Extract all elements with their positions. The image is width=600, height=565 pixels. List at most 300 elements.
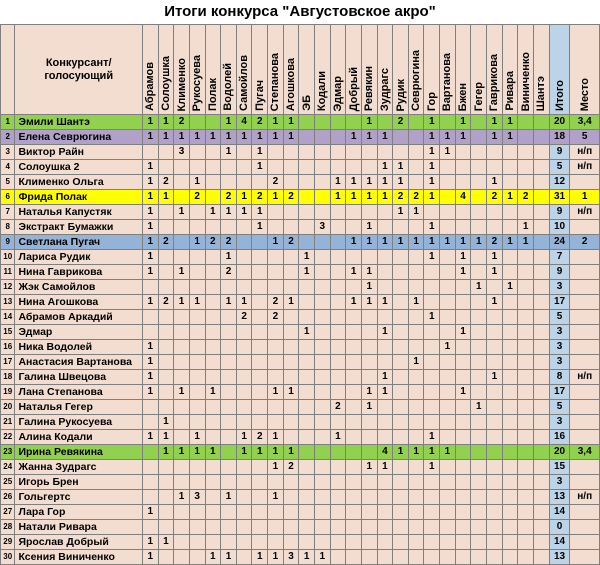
vote-cell (283, 400, 299, 415)
header-voter (455, 25, 471, 115)
vote-cell: 1 (440, 145, 456, 160)
vote-cell (487, 325, 503, 340)
vote-cell (424, 415, 440, 430)
vote-cell (205, 160, 221, 175)
header-voter-label: Эдмар (331, 75, 344, 111)
vote-cell (471, 175, 487, 190)
vote-cell: 1 (471, 280, 487, 295)
vote-cell (236, 535, 252, 550)
vote-cell (158, 490, 174, 505)
vote-cell (205, 265, 221, 280)
vote-cell: 1 (252, 205, 268, 220)
vote-cell (236, 370, 252, 385)
vote-cell: 1 (142, 220, 158, 235)
vote-cell: 1 (142, 115, 158, 130)
vote-cell (189, 160, 205, 175)
vote-cell (455, 295, 471, 310)
vote-cell: 1 (252, 145, 268, 160)
vote-cell (518, 130, 534, 145)
vote-cell (502, 460, 518, 475)
vote-cell: 1 (440, 130, 456, 145)
vote-cell (142, 400, 158, 415)
vote-cell (455, 340, 471, 355)
vote-cell (393, 340, 409, 355)
vote-cell (315, 460, 331, 475)
vote-cell (455, 535, 471, 550)
vote-cell (252, 310, 268, 325)
vote-cell (487, 145, 503, 160)
vote-cell (533, 475, 549, 490)
vote-cell: 3 (283, 550, 299, 565)
header-voter-label: Рудик (394, 78, 407, 111)
header-voter (221, 25, 237, 115)
header-voter (377, 25, 393, 115)
vote-cell (471, 340, 487, 355)
vote-cell: 1 (236, 190, 252, 205)
page-title: Итоги конкурса "Августовское акро" (164, 3, 436, 20)
vote-cell (518, 430, 534, 445)
vote-cell: 1 (377, 190, 393, 205)
vote-cell (205, 520, 221, 535)
place-cell (570, 550, 600, 565)
vote-cell (487, 160, 503, 175)
vote-cell (330, 550, 346, 565)
vote-cell (174, 190, 190, 205)
vote-cell: 1 (455, 385, 471, 400)
vote-cell (174, 340, 190, 355)
vote-cell (315, 490, 331, 505)
vote-cell (346, 340, 362, 355)
vote-cell (346, 415, 362, 430)
vote-cell (424, 550, 440, 565)
header-voter-label: Ривара (504, 71, 516, 111)
vote-cell (221, 280, 237, 295)
vote-cell: 2 (283, 235, 299, 250)
vote-cell (440, 490, 456, 505)
vote-cell (174, 160, 190, 175)
contestant-name: Наталья Гегер (15, 400, 142, 415)
vote-cell: 1 (299, 265, 315, 280)
vote-cell (518, 385, 534, 400)
vote-cell: 2 (221, 235, 237, 250)
vote-cell: 1 (158, 115, 174, 130)
vote-cell (408, 145, 424, 160)
vote-cell (361, 340, 377, 355)
header-voter-label: Кодали (316, 70, 329, 111)
total-cell: 17 (549, 385, 570, 400)
table-row (1, 370, 600, 385)
vote-cell (205, 490, 221, 505)
vote-cell (299, 505, 315, 520)
vote-cell: 2 (174, 115, 190, 130)
vote-cell (299, 160, 315, 175)
vote-cell (299, 280, 315, 295)
vote-cell (158, 205, 174, 220)
vote-cell (455, 175, 471, 190)
table-row (1, 220, 600, 235)
row-number: 12 (1, 280, 15, 295)
results-table (0, 24, 600, 565)
vote-cell: 1 (424, 190, 440, 205)
vote-cell (205, 175, 221, 190)
vote-cell (315, 340, 331, 355)
vote-cell: 1 (330, 430, 346, 445)
vote-cell: 1 (221, 295, 237, 310)
vote-cell (158, 340, 174, 355)
vote-cell: 1 (487, 370, 503, 385)
header-voter-label: Гаврикова (488, 53, 501, 111)
vote-cell (315, 400, 331, 415)
vote-cell (158, 370, 174, 385)
total-cell: 18 (549, 130, 570, 145)
vote-cell (502, 550, 518, 565)
vote-cell: 1 (424, 175, 440, 190)
vote-cell (377, 475, 393, 490)
vote-cell (502, 205, 518, 220)
vote-cell: 1 (455, 265, 471, 280)
vote-cell (440, 370, 456, 385)
vote-cell (268, 325, 284, 340)
vote-cell (158, 265, 174, 280)
vote-cell (393, 355, 409, 370)
vote-cell (424, 490, 440, 505)
vote-cell (174, 520, 190, 535)
vote-cell (346, 520, 362, 535)
vote-cell (455, 355, 471, 370)
vote-cell (518, 310, 534, 325)
vote-cell: 2 (268, 175, 284, 190)
vote-cell: 1 (361, 130, 377, 145)
vote-cell (533, 370, 549, 385)
vote-cell: 1 (268, 550, 284, 565)
vote-cell (440, 415, 456, 430)
contestant-name: Виктор Райн (15, 145, 142, 160)
vote-cell (440, 175, 456, 190)
vote-cell: 1 (283, 445, 299, 460)
row-number: 10 (1, 250, 15, 265)
vote-cell: 3 (174, 145, 190, 160)
vote-cell (268, 145, 284, 160)
vote-cell (408, 175, 424, 190)
vote-cell: 1 (502, 115, 518, 130)
vote-cell (440, 115, 456, 130)
vote-cell: 1 (440, 445, 456, 460)
table-row (1, 355, 600, 370)
table-row (1, 190, 600, 205)
vote-cell (158, 385, 174, 400)
vote-cell (299, 220, 315, 235)
total-cell: 0 (549, 520, 570, 535)
vote-cell (393, 430, 409, 445)
vote-cell (174, 310, 190, 325)
vote-cell (502, 175, 518, 190)
header-voter (283, 25, 299, 115)
contestant-name: Алина Кодали (15, 430, 142, 445)
vote-cell (471, 115, 487, 130)
vote-cell (158, 310, 174, 325)
vote-cell: 1 (236, 430, 252, 445)
vote-cell (205, 340, 221, 355)
vote-cell (174, 280, 190, 295)
vote-cell (346, 535, 362, 550)
vote-cell (346, 310, 362, 325)
vote-cell (346, 445, 362, 460)
table-row (1, 445, 600, 460)
contestant-name: Эдмар (15, 325, 142, 340)
vote-cell (502, 295, 518, 310)
vote-cell (236, 265, 252, 280)
vote-cell (315, 205, 331, 220)
vote-cell: 1 (455, 130, 471, 145)
vote-cell: 1 (221, 145, 237, 160)
vote-cell (346, 550, 362, 565)
vote-cell (377, 415, 393, 430)
vote-cell: 1 (142, 250, 158, 265)
vote-cell: 2 (518, 190, 534, 205)
vote-cell: 1 (174, 265, 190, 280)
table-row (1, 265, 600, 280)
vote-cell (393, 250, 409, 265)
vote-cell (361, 370, 377, 385)
vote-cell: 1 (268, 490, 284, 505)
vote-cell: 1 (346, 295, 362, 310)
vote-cell: 1 (424, 250, 440, 265)
vote-cell (393, 505, 409, 520)
vote-cell (502, 370, 518, 385)
vote-cell: 1 (268, 460, 284, 475)
vote-cell (393, 535, 409, 550)
vote-cell: 1 (346, 235, 362, 250)
vote-cell (393, 310, 409, 325)
header-voter (518, 25, 534, 115)
vote-cell (377, 280, 393, 295)
vote-cell (221, 355, 237, 370)
table-row (1, 250, 600, 265)
vote-cell (361, 415, 377, 430)
vote-cell (346, 280, 362, 295)
header-voter-label: Агошкова (285, 57, 298, 111)
vote-cell (471, 505, 487, 520)
vote-cell: 1 (268, 385, 284, 400)
vote-cell: 2 (408, 190, 424, 205)
row-number: 1 (1, 115, 15, 130)
row-number: 19 (1, 385, 15, 400)
vote-cell (487, 205, 503, 220)
vote-cell: 1 (471, 400, 487, 415)
vote-cell: 1 (221, 130, 237, 145)
vote-cell (408, 310, 424, 325)
contestant-name: Наталья Капустяк (15, 205, 142, 220)
vote-cell (330, 355, 346, 370)
vote-cell (283, 250, 299, 265)
vote-cell (533, 505, 549, 520)
header-voter (142, 25, 158, 115)
vote-cell (174, 370, 190, 385)
vote-cell (471, 295, 487, 310)
vote-cell: 2 (205, 235, 221, 250)
vote-cell (518, 145, 534, 160)
vote-cell (174, 460, 190, 475)
vote-cell (174, 235, 190, 250)
contestant-name: Ника Водолей (15, 340, 142, 355)
vote-cell (283, 415, 299, 430)
header-voter-label: Шантэ (535, 75, 548, 111)
vote-cell (268, 340, 284, 355)
vote-cell (252, 235, 268, 250)
vote-cell (252, 475, 268, 490)
vote-cell (330, 385, 346, 400)
vote-cell: 1 (142, 505, 158, 520)
header-voter (252, 25, 268, 115)
vote-cell (440, 520, 456, 535)
vote-cell (502, 415, 518, 430)
vote-cell (315, 475, 331, 490)
vote-cell (455, 145, 471, 160)
vote-cell: 1 (205, 385, 221, 400)
vote-cell (142, 490, 158, 505)
table-row (1, 160, 600, 175)
vote-cell (158, 460, 174, 475)
vote-cell (440, 190, 456, 205)
vote-cell (142, 475, 158, 490)
vote-cell (299, 205, 315, 220)
vote-cell (440, 310, 456, 325)
vote-cell (330, 115, 346, 130)
vote-cell (424, 280, 440, 295)
vote-cell (315, 310, 331, 325)
vote-cell: 1 (361, 460, 377, 475)
vote-cell (393, 220, 409, 235)
vote-cell: 1 (455, 115, 471, 130)
vote-cell (268, 205, 284, 220)
vote-cell (158, 250, 174, 265)
vote-cell (346, 430, 362, 445)
vote-cell (283, 430, 299, 445)
table-row (1, 295, 600, 310)
vote-cell (158, 505, 174, 520)
total-cell: 3 (549, 415, 570, 430)
contestant-name: Эмили Шантэ (15, 115, 142, 130)
vote-cell: 1 (158, 415, 174, 430)
vote-cell (315, 145, 331, 160)
table-row (1, 505, 600, 520)
contestant-name: Экстракт Бумажки (15, 220, 142, 235)
vote-cell (189, 205, 205, 220)
vote-cell (487, 355, 503, 370)
vote-cell (221, 445, 237, 460)
vote-cell (393, 145, 409, 160)
vote-cell (174, 220, 190, 235)
vote-cell (268, 475, 284, 490)
vote-cell (189, 475, 205, 490)
header-voter (487, 25, 503, 115)
vote-cell: 1 (283, 385, 299, 400)
vote-cell (440, 535, 456, 550)
vote-cell (189, 325, 205, 340)
table-row (1, 175, 600, 190)
vote-cell (502, 325, 518, 340)
vote-cell (471, 475, 487, 490)
vote-cell: 1 (142, 355, 158, 370)
vote-cell (252, 415, 268, 430)
vote-cell (346, 115, 362, 130)
vote-cell (518, 250, 534, 265)
table-row (1, 235, 600, 250)
vote-cell (346, 370, 362, 385)
vote-cell: 1 (299, 250, 315, 265)
vote-cell (142, 310, 158, 325)
vote-cell (502, 340, 518, 355)
vote-cell (361, 520, 377, 535)
vote-cell (533, 235, 549, 250)
vote-cell: 1 (268, 235, 284, 250)
contestant-name: Жэк Самойлов (15, 280, 142, 295)
vote-cell (330, 340, 346, 355)
vote-cell (142, 415, 158, 430)
vote-cell: 1 (408, 355, 424, 370)
vote-cell (142, 325, 158, 340)
header-voter-label: Солоушка (159, 56, 172, 111)
vote-cell (440, 385, 456, 400)
vote-cell: 1 (142, 550, 158, 565)
vote-cell (252, 400, 268, 415)
vote-cell (330, 460, 346, 475)
vote-cell (236, 340, 252, 355)
vote-cell (299, 415, 315, 430)
vote-cell: 1 (158, 430, 174, 445)
vote-cell (189, 115, 205, 130)
vote-cell (142, 280, 158, 295)
vote-cell (533, 220, 549, 235)
vote-cell (471, 370, 487, 385)
vote-cell (346, 220, 362, 235)
vote-cell: 1 (393, 445, 409, 460)
vote-cell (346, 160, 362, 175)
table-row (1, 205, 600, 220)
vote-cell (361, 505, 377, 520)
header-voter (440, 25, 456, 115)
vote-cell (393, 520, 409, 535)
vote-cell (471, 445, 487, 460)
vote-cell (533, 265, 549, 280)
vote-cell (189, 250, 205, 265)
vote-cell: 2 (236, 310, 252, 325)
vote-cell (268, 280, 284, 295)
place-cell (570, 265, 600, 280)
vote-cell (330, 295, 346, 310)
vote-cell (377, 310, 393, 325)
vote-cell (455, 430, 471, 445)
vote-cell (533, 130, 549, 145)
vote-cell (346, 205, 362, 220)
vote-cell: 2 (487, 190, 503, 205)
total-cell: 5 (549, 160, 570, 175)
place-cell (570, 460, 600, 475)
place-cell: н/п (570, 145, 600, 160)
vote-cell: 1 (393, 235, 409, 250)
contestant-name: Лана Степанова (15, 385, 142, 400)
row-number: 20 (1, 400, 15, 415)
vote-cell (502, 250, 518, 265)
place-cell (570, 250, 600, 265)
vote-cell: 1 (299, 325, 315, 340)
vote-cell: 1 (424, 130, 440, 145)
vote-cell: 1 (236, 205, 252, 220)
vote-cell (330, 145, 346, 160)
total-cell: 24 (549, 235, 570, 250)
vote-cell (533, 445, 549, 460)
vote-cell (440, 205, 456, 220)
